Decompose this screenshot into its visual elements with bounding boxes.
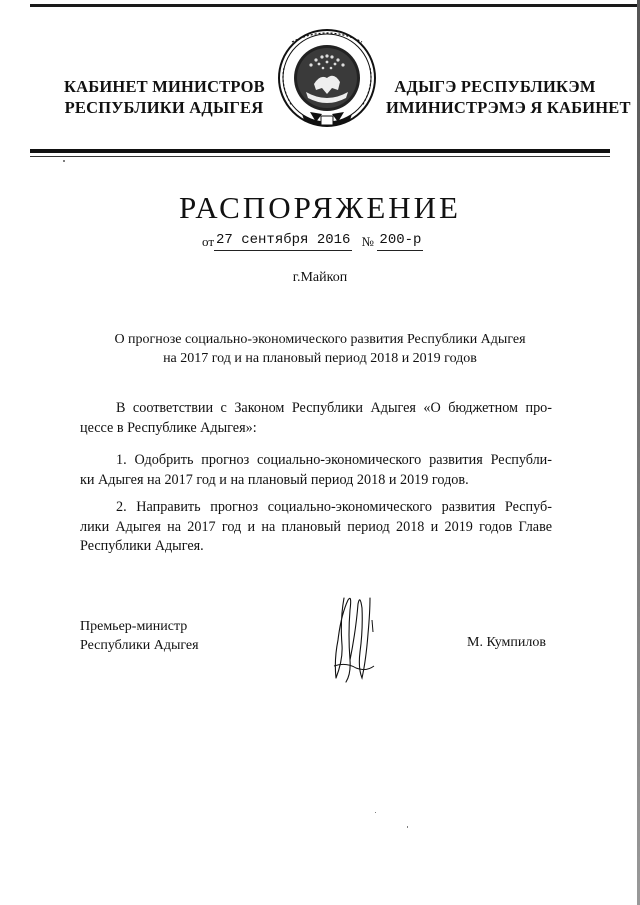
document-subject	[80, 330, 560, 368]
coat-of-arms-emblem	[272, 26, 382, 134]
signatory-name: М. Кумпилов	[467, 635, 546, 650]
document-number: 200-р	[377, 232, 423, 251]
signatory-position	[80, 617, 199, 655]
document-city: г.Майкоп	[292, 270, 348, 285]
header-divider-thick	[30, 149, 610, 153]
paragraph-item-2	[80, 498, 552, 557]
paragraph-line: ки Адыгея на 2017 год и на плановый период 2018 и 2019 годов.	[80, 471, 469, 488]
paragraph-line: 2. Направить прогноз социально-экономического развития Респуб-	[116, 499, 552, 515]
paragraph-line: 1. Одобрить прогноз социально-экономического развития Республи-	[116, 452, 552, 468]
position-line2: Республики Адыгея	[80, 638, 199, 653]
date-number-line	[202, 232, 423, 251]
paragraph-item-1	[80, 451, 552, 490]
header-left-russian	[64, 76, 264, 118]
paragraph-line: цессе в Республике Адыгея»:	[80, 419, 257, 436]
scan-speck	[63, 160, 65, 162]
top-border-line	[30, 4, 640, 7]
position-line1: Премьер-министр	[80, 619, 188, 634]
header-left-line1: КАБИНЕТ МИНИСТРОВ	[64, 77, 265, 96]
header-right-adyghe	[386, 76, 631, 118]
header-right-line1: АДЫГЭ РЕСПУБЛИКЭМ	[394, 77, 596, 96]
document-title: РАСПОРЯЖЕНИЕ	[179, 190, 461, 225]
handwritten-signature	[326, 590, 382, 685]
paragraph-line: В соответствии с Законом Республики Адыгея «О бюджетном про-	[116, 400, 552, 416]
scan-speck	[375, 812, 376, 813]
scan-speck	[407, 826, 408, 828]
subject-line1: О прогнозе социально-экономического развития Республики Адыгея	[114, 332, 526, 347]
paragraph-preamble	[80, 399, 552, 438]
number-prefix: №	[361, 234, 374, 249]
header-right-line2: ИМИНИСТРЭМЭ Я КАБИНЕТ	[386, 98, 631, 117]
paragraph-line: Республики Адыгея.	[80, 538, 204, 554]
document-date: 27 сентября 2016	[214, 232, 352, 251]
date-prefix: от	[202, 234, 215, 249]
header-left-line2: РЕСПУБЛИКИ АДЫГЕЯ	[64, 98, 264, 117]
header-divider-thin	[30, 156, 610, 157]
paragraph-line: лики Адыгея на 2017 год и на плановый период 2018 и 2019 годов Главе	[80, 518, 552, 535]
subject-line2: на 2017 год и на плановый период 2018 и 2019 годов	[163, 351, 477, 366]
